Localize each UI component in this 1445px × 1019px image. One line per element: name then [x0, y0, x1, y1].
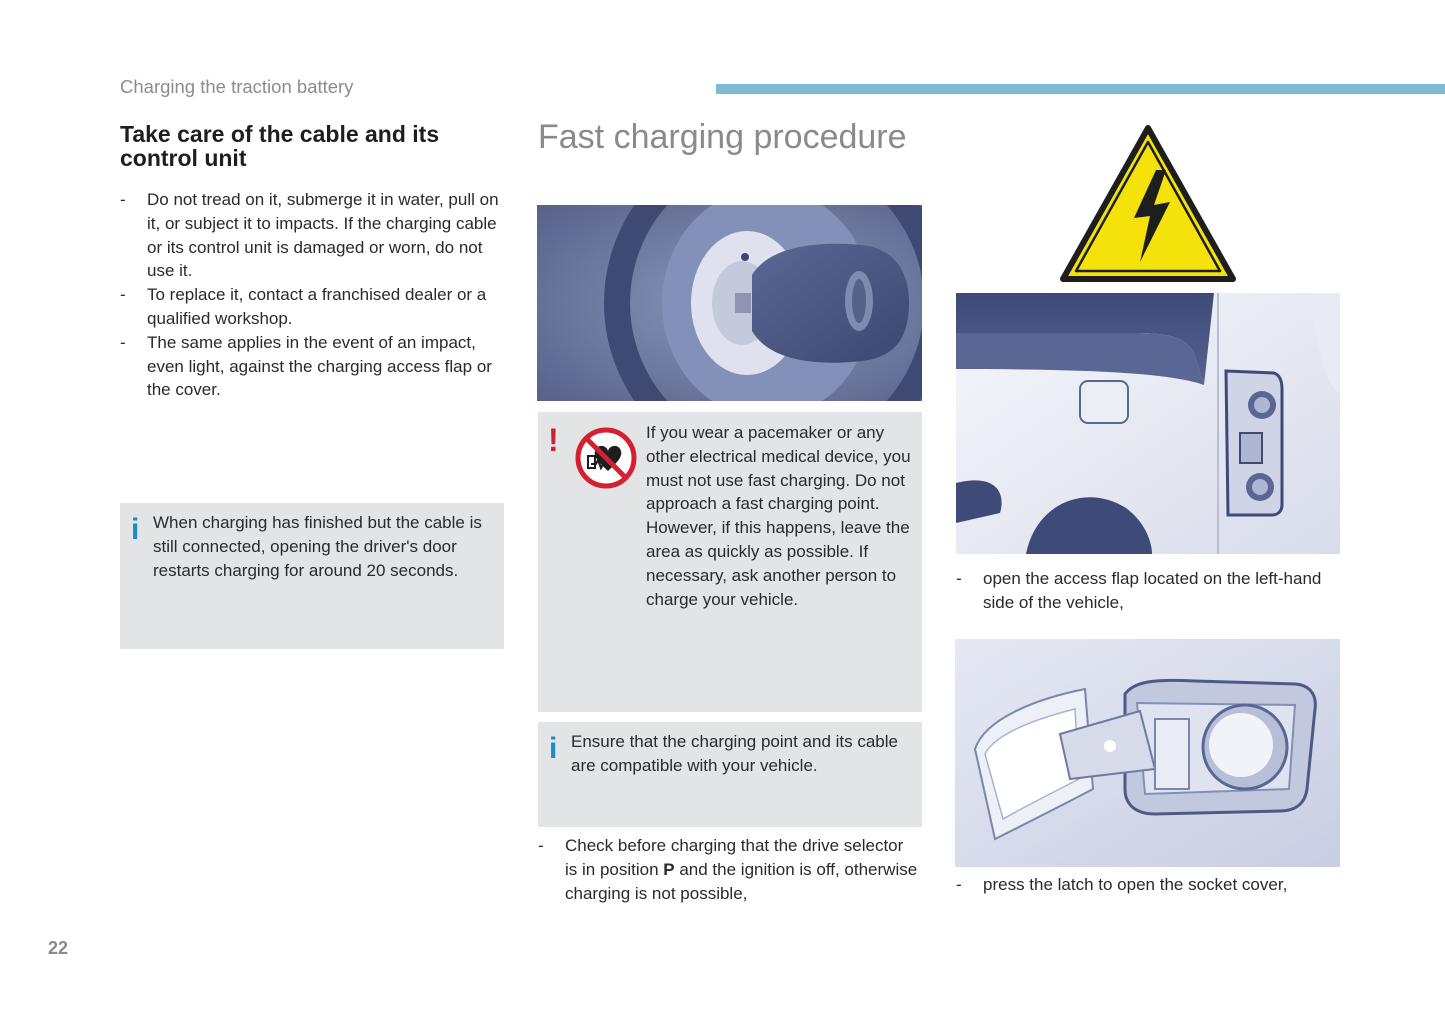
high-voltage-warning-icon — [1058, 122, 1238, 286]
warning-exclamation-icon: ! — [548, 422, 559, 458]
info-icon: i — [131, 513, 140, 546]
warning-text: If you wear a pacemaker or any other electrical medical device, you must not use fast charging. Do not approach a fast charging point. However, if this happens, leave the area as quickly as possible. If necessary, ask another person to charge your vehicle. — [646, 423, 911, 609]
section-title-cable-care: Take care of the cable and its control unit — [120, 121, 440, 171]
info-box-compatibility — [538, 722, 922, 827]
list-item: - Do not tread on it, submerge it in water, pull on it, or subject it to impacts. If the charging cable or its control unit is damaged or worn, do not use it. — [120, 190, 499, 281]
bullet-dash: - — [120, 332, 126, 352]
info-box-door-restart — [120, 503, 504, 649]
list-item: - press the latch to open the socket cover, — [956, 873, 1336, 897]
bullet-dash: - — [120, 190, 126, 209]
list-item: - Check before charging that the drive selector is in position P and the ignition is off, otherwise charging is not possible, — [538, 836, 918, 903]
cable-care-list — [120, 188, 505, 402]
socket-cover-latch-illustration — [955, 639, 1340, 867]
page-number: 22 — [48, 938, 69, 958]
vehicle-side-access-flap-illustration — [956, 293, 1340, 554]
list-item: - open the access flap located on the left-hand side of the vehicle, — [956, 569, 1322, 612]
key-ignition-illustration — [537, 205, 922, 401]
no-pacemaker-icon — [574, 426, 638, 490]
info-text: Ensure that the charging point and its cable are compatible with your vehicle. — [571, 732, 898, 775]
list-item: - To replace it, contact a franchised dealer or a qualified workshop. — [120, 285, 487, 328]
bullet-dash: - — [538, 836, 544, 855]
page-title: Fast charging procedure — [538, 118, 907, 156]
drive-selector-list — [538, 834, 918, 905]
bullet-dash: - — [956, 569, 962, 588]
access-flap-list — [956, 567, 1336, 615]
warning-box-pacemaker — [538, 412, 922, 712]
bullet-dash: - — [120, 285, 126, 305]
header-accent-bar — [716, 84, 1445, 94]
bullet-dash: - — [956, 875, 962, 894]
position-p-label: P — [663, 859, 675, 879]
list-item: - The same applies in the event of an impact, even light, against the charging access flap or the cover. — [120, 332, 492, 400]
running-header: Charging the traction battery — [120, 76, 354, 97]
info-icon: i — [549, 732, 558, 765]
socket-cover-list — [956, 873, 1336, 897]
info-text: When charging has finished but the cable is still connected, opening the driver's door restarts charging for around 20 seconds. — [153, 513, 482, 580]
